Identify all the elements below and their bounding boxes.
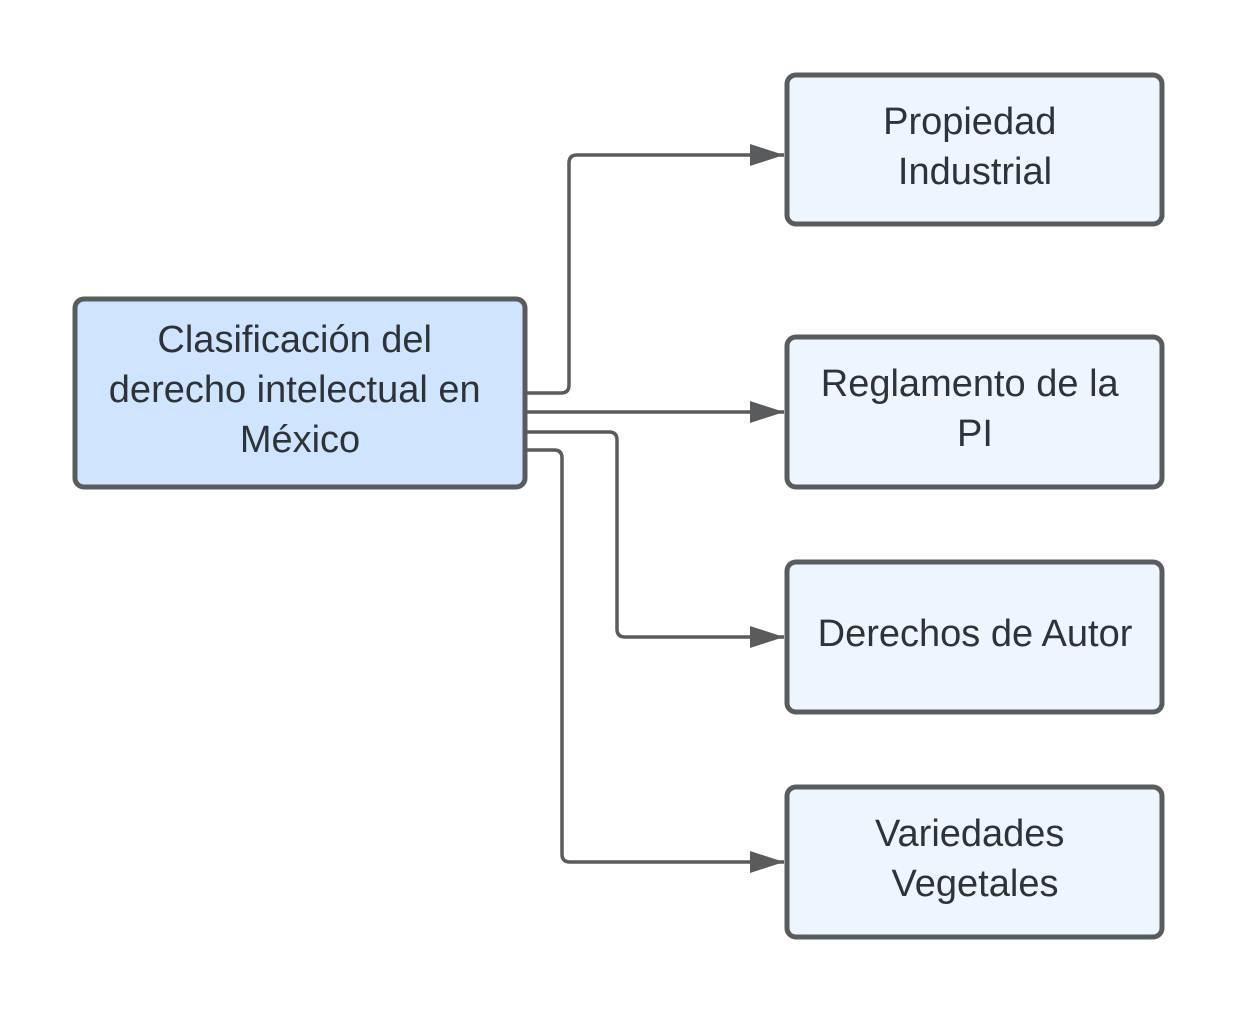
root-node-line-2: derecho intelectual en	[108, 369, 481, 411]
node-propiedad-industrial-line-1: Propiedad	[883, 101, 1057, 143]
connector-propiedad-industrial	[526, 155, 784, 393]
node-variedades-vegetales-box	[787, 787, 1162, 937]
root-node-line-3: México	[239, 419, 361, 461]
connector-variedades-vegetales	[526, 450, 784, 862]
node-derechos-autor-label	[818, 613, 1133, 655]
node-derechos-autor-line-1: Derechos de Autor	[817, 613, 1133, 655]
node-variedades-vegetales-line-1: Variedades	[875, 813, 1065, 855]
node-reglamento-pi-line-1: Reglamento de la	[820, 363, 1119, 405]
connector-derechos-autor	[526, 432, 784, 637]
node-derechos-autor[interactable]	[787, 562, 1162, 712]
node-reglamento-pi[interactable]	[787, 337, 1162, 487]
node-propiedad-industrial-line-2: Industrial	[897, 151, 1053, 193]
node-propiedad-industrial-box	[787, 75, 1162, 224]
node-variedades-vegetales-line-2: Vegetales	[891, 863, 1059, 905]
root-node[interactable]	[75, 299, 525, 487]
node-variedades-vegetales[interactable]	[787, 787, 1162, 937]
node-reglamento-pi-box	[787, 337, 1162, 487]
node-reglamento-pi-line-2: PI	[957, 413, 993, 455]
root-node-line-1: Clasificación del	[157, 319, 433, 361]
node-propiedad-industrial[interactable]	[787, 75, 1162, 224]
